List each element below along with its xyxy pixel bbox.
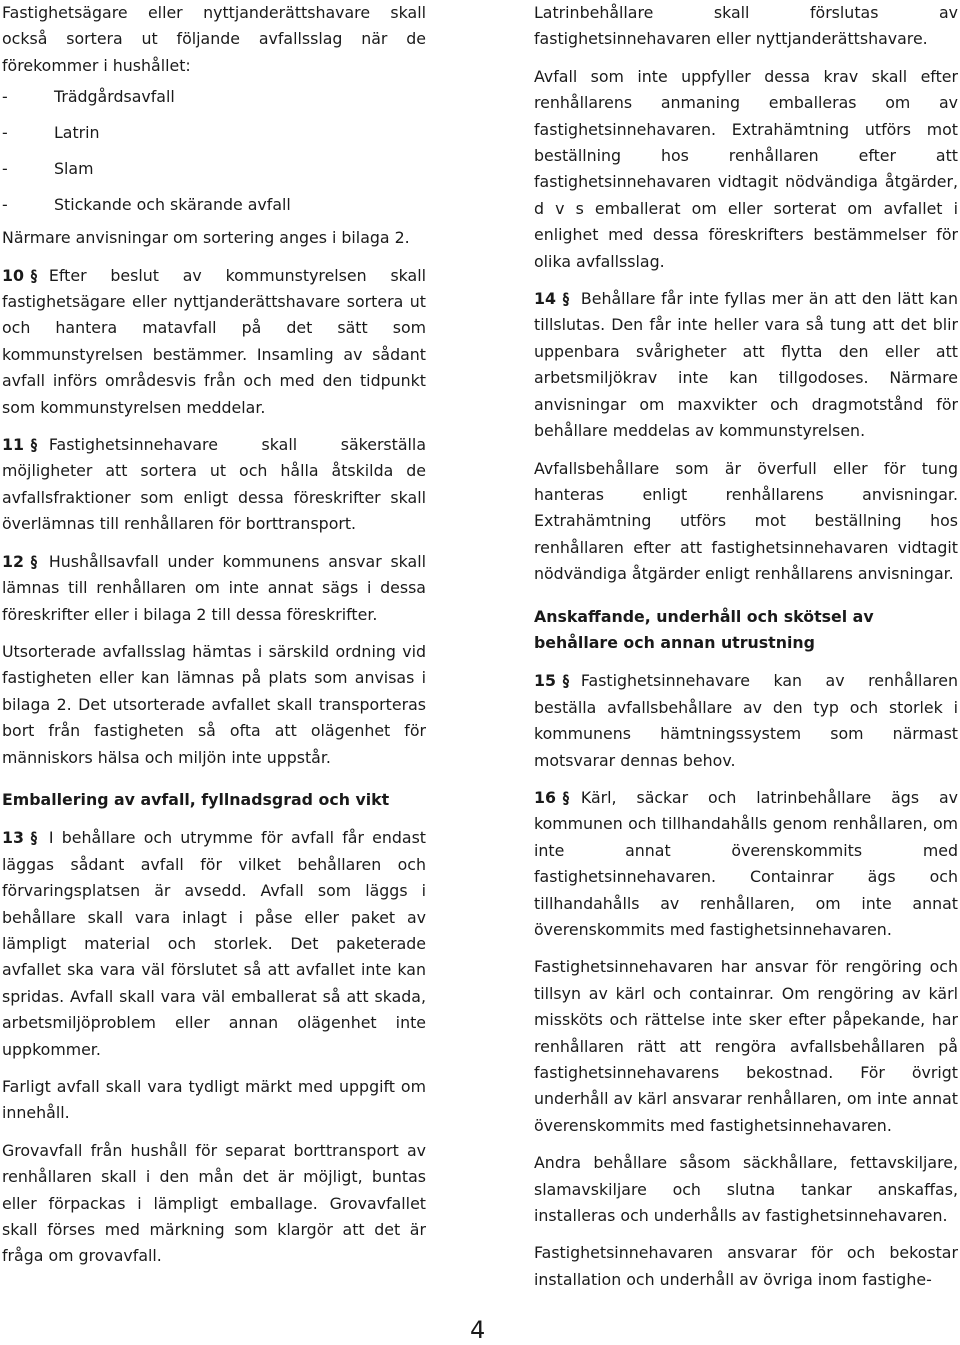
section-symbol: §: [562, 787, 570, 807]
right-column: [534, 0, 958, 1304]
list-item: - Stickande och skärande avfall: [2, 187, 426, 223]
section-number: 13: [2, 828, 24, 848]
section-symbol: §: [30, 265, 38, 285]
waste-type-list: [2, 79, 426, 223]
section-14: 14 § Behållare får inte fyllas mer än att den lätt kan tillslutas. Den får inte heller vara så tung att det blir uppenbara svårigheter att flytta den eller att arbetsmiljökrav inte kan tillgodoses. Närmare anvisningar om maxvikter och dragmotstånd för behållare meddelas av kommunstyrelsen.: [534, 286, 958, 444]
heading-anskaffande: Anskaffande, underhåll och skötsel av behållare och annan utrustning: [534, 606, 874, 652]
left-column: [2, 0, 426, 1281]
section-symbol: §: [30, 551, 38, 571]
overfull-paragraph: Avfallsbehållare som är överfull eller för tung hanteras enligt renhållarens anvisningar. Extrahämtning utförs mot beställning hos renhållaren efter att fastighetsinnehavaren vidtagit nödvändiga åtgärder enligt renhållarens anvisningar.: [534, 458, 958, 584]
andra-behallare-paragraph: Andra behållare såsom säckhållare, fettavskiljare, slamavskiljare och slutna tankar anskaffas, installeras och underhålls av fastighetsinnehavaren.: [534, 1153, 958, 1226]
list-dash: -: [2, 123, 8, 143]
section-number: 14: [534, 289, 556, 309]
section-number: 11: [2, 435, 24, 455]
section-symbol: §: [562, 671, 570, 691]
list-item: - Slam: [2, 151, 426, 187]
section-12: 12 § Hushållsavfall under kommunens ansvar skall lämnas till renhållaren om inte annat sägs i dessa föreskrifter eller i bilaga 2 till dessa föreskrifter.: [2, 549, 426, 628]
section-number: 15: [534, 671, 556, 691]
installation-paragraph: Fastighetsinnehavaren ansvarar för och bekostar installation och underhåll av övriga inom fastighe-: [534, 1243, 958, 1289]
section-10: 10 § Efter beslut av kommunstyrelsen skall fastighetsägare eller nyttjanderättshavare sortera ut och hantera matavfall på det sätt som kommunstyrelsen bestämmer. Insamling av sådant avfall införs områdesvis från och med den tidpunkt som kommunstyrelsen meddelar.: [2, 263, 426, 421]
utsorterade-paragraph: Utsorterade avfallsslag hämtas i särskild ordning vid fastigheten eller kan lämnas på plats som anvisas i bilaga 2. Det utsorterade avfallet skall transporteras bort från fastigheten så ofta att olägenhet för människors hälsa och miljön inte uppstår.: [2, 641, 426, 767]
list-dash: -: [2, 87, 8, 107]
section-16: 16 § Kärl, säckar och latrinbehållare ägs av kommunen och tillhandahålls genom renhållaren, om inte annat överenskommits med fastighetsinnehavaren. Containrar ägs och tillhandahålls av renhållaren, om inte annat överenskommits med fastighetsinnehavaren.: [534, 785, 958, 943]
list-item: - Trädgårdsavfall: [2, 79, 426, 115]
list-dash: -: [2, 159, 8, 179]
heading-emballering: Emballering av avfall, fyllnadsgrad och vikt: [2, 789, 390, 809]
section-15: 15 § Fastighetsinnehavare kan av renhållaren beställa avfallsbehållare av den typ och storlek i kommunens hämtningssystem som närmast motsvarar dennas behov.: [534, 668, 958, 774]
list-dash: -: [2, 195, 8, 215]
section-number: 12: [2, 551, 24, 571]
krav-paragraph: Avfall som inte uppfyller dessa krav skall efter renhållarens anmaning emballeras om av fastighetsinnehavaren. Extrahämtning utförs mot beställning hos renhållaren efter att fastighetsinnehavaren vidtagit nödvändiga åtgärder, d v s emballerat om eller sorterat om avfallet i enlighet med dessa föreskrifters bestämmelser för olika avfallsslag.: [534, 66, 958, 271]
latrin-paragraph: Latrinbehållare skall förslutas av fastighetsinnehavaren eller nyttjanderättshavare.: [534, 3, 958, 49]
intro-paragraph: Fastighetsägare eller nyttjanderättshavare skall också sortera ut följande avfallsslag när de förekommer i hushållet:: [2, 3, 426, 75]
section-symbol: §: [562, 289, 570, 309]
grovavfall-paragraph: Grovavfall från hushåll för separat borttransport av renhållaren skall i den mån det är möjligt, buntas eller förpackas i lämpligt emballage. Grovavfallet skall förses med märkning som klargör att det är fråga om grovavfall.: [2, 1140, 426, 1266]
sorting-note: Närmare anvisningar om sortering anges i bilaga 2.: [2, 228, 410, 248]
section-number: 10: [2, 265, 24, 285]
section-number: 16: [534, 787, 556, 807]
list-item: - Latrin: [2, 115, 426, 151]
ansvar-paragraph: Fastighetsinnehavaren har ansvar för rengöring och tillsyn av kärl och containrar. Om rengöring av kärl missköts och rättelse inte sker efter påpekande, har renhållaren rätt att rengöra avfallsbehållaren på fastighetsinnehavarens bekostnad. För övrigt underhåll av kärl ansvarar renhållaren, om inte annat överenskommits med fastighetsinnehavaren.: [534, 957, 958, 1135]
section-13: 13 § I behållare och utrymme för avfall får endast läggas sådant avfall för vilket behållaren och förvaringsplatsen är avsedd. Avfall som läggs i behållare skall vara inlagt i påse eller paket av lämpligt material och storlek. Det paketerade avfallet ska vara väl förslutet så att avfallet inte kan spridas. Avfall skall vara väl emballerat så att skada, arbetsmiljöproblem eller annan olägenhet inte uppkommer.: [2, 825, 426, 1063]
farligt-avfall-paragraph: Farligt avfall skall vara tydligt märkt med uppgift om innehåll.: [2, 1077, 426, 1123]
section-symbol: §: [30, 828, 38, 848]
section-symbol: §: [30, 435, 38, 455]
section-11: 11 § Fastighetsinnehavare skall säkerställa möjligheter att sortera ut och hålla åtskilda de avfallsfraktioner som enligt dessa föreskrifter skall överlämnas till renhållaren för borttransport.: [2, 432, 426, 538]
page-number: 4: [470, 1316, 486, 1344]
